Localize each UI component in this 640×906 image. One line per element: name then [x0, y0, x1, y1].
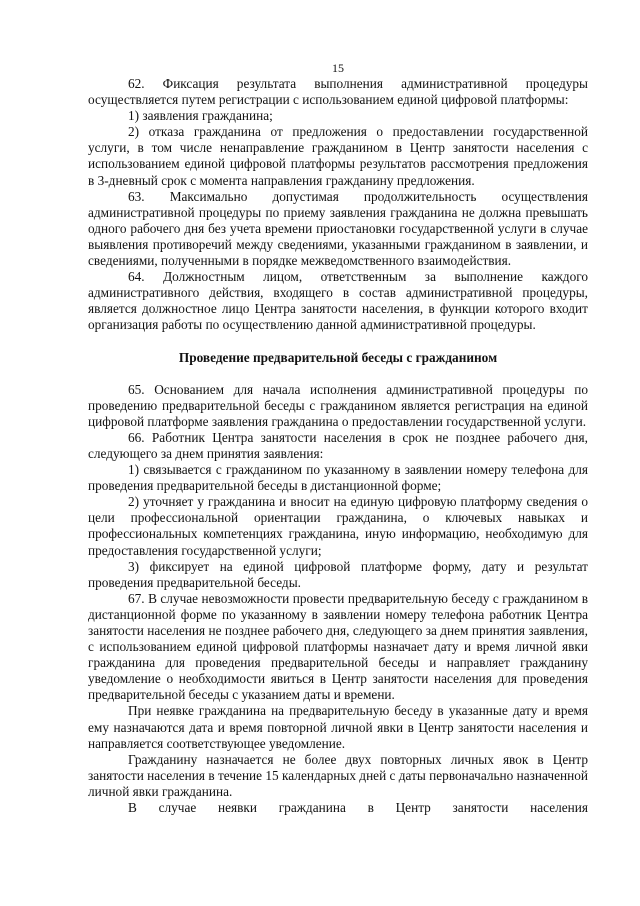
paragraph-67: 67. В случае невозможности провести предварительную беседу с гражданином в дистанционной форме по указанному в заявлении номеру телефона работник Центра занятости населения не позднее рабочего дня, следующего за днем принятия заявления, с использованием единой цифровой платформы назначает дату и время личной явки гражданина для проведения предварительной беседы и направляет гражданину уведомление о необходимости явиться в Центр занятости населения для проведения предварительной беседы с указанием даты и времени. — [88, 590, 588, 703]
paragraph-repeat-visits: Гражданину назначается не более двух повторных личных явок в Центр занятости населения в течение 15 календарных дней с даты первоначально назначенной личной явки гражданина. — [88, 751, 588, 799]
paragraph-no-show: При неявке гражданина на предварительную беседу в указанные дату и время ему назначаются дата и время повторной личной явки в Центр занятости населения и направляется соответствующее уведомление. — [88, 703, 588, 751]
paragraph-66: 66. Работник Центра занятости населения в срок не позднее рабочего дня, следующего за днем принятия заявления: — [88, 429, 588, 461]
list-item-66-2: 2) уточняет у гражданина и вносит на единую цифровую платформу сведения о цели профессиональной ориентации гражданина, о ключевых навыках и профессиональных компетенциях гражданина, иную информацию, необходимую для предоставления государственной услуги; — [88, 494, 588, 558]
page-number: 15 — [332, 61, 344, 75]
list-item-2: 2) отказа гражданина от предложения о предоставлении государственной услуги, в том числе ненаправление гражданином в Центр занятости населения с использованием единой цифровой платформы результатов рассмотрения предложения в 3-дневный срок с момента направления гражданину предложения. — [88, 124, 588, 188]
list-item-66-3: 3) фиксирует на единой цифровой платформе форму, дату и результат проведения предварительной беседы. — [88, 558, 588, 590]
list-item-1: 1) заявления гражданина; — [128, 108, 273, 124]
paragraph-64: 64. Должностным лицом, ответственным за выполнение каждого административного действия, входящего в состав административной процедуры, является должностное лицо Центра занятости населения, в функции которого входит организация работы по осуществлению данной административной процедуры. — [88, 269, 588, 333]
paragraph-continued: В случае неявки гражданина в Центр занятости населения — [128, 800, 588, 816]
document-body — [88, 76, 588, 816]
paragraph-62: 62. Фиксация результата выполнения административной процедуры осуществляется путем регистрации с использованием единой цифровой платформы: — [88, 76, 588, 108]
paragraph-65: 65. Основанием для начала исполнения административной процедуры по проведению предварительной беседы с гражданином является регистрация на единой цифровой платформе заявления гражданина о предоставлении государственной услуги. — [88, 381, 588, 429]
section-heading: Проведение предварительной беседы с гражданином — [178, 349, 498, 365]
list-item-66-1: 1) связывается с гражданином по указанному в заявлении номеру телефона для проведения предварительной беседы в дистанционной форме; — [88, 462, 588, 494]
paragraph-63: 63. Максимально допустимая продолжительность осуществления административной процедуры по приему заявления гражданина не должна превышать одного рабочего дня без учета времени приостановки государственной услуги в случае выявления противоречий между сведениями, указанными гражданином в заявлении, и сведениями, полученными в порядке межведомственного взаимодействия. — [88, 188, 588, 269]
